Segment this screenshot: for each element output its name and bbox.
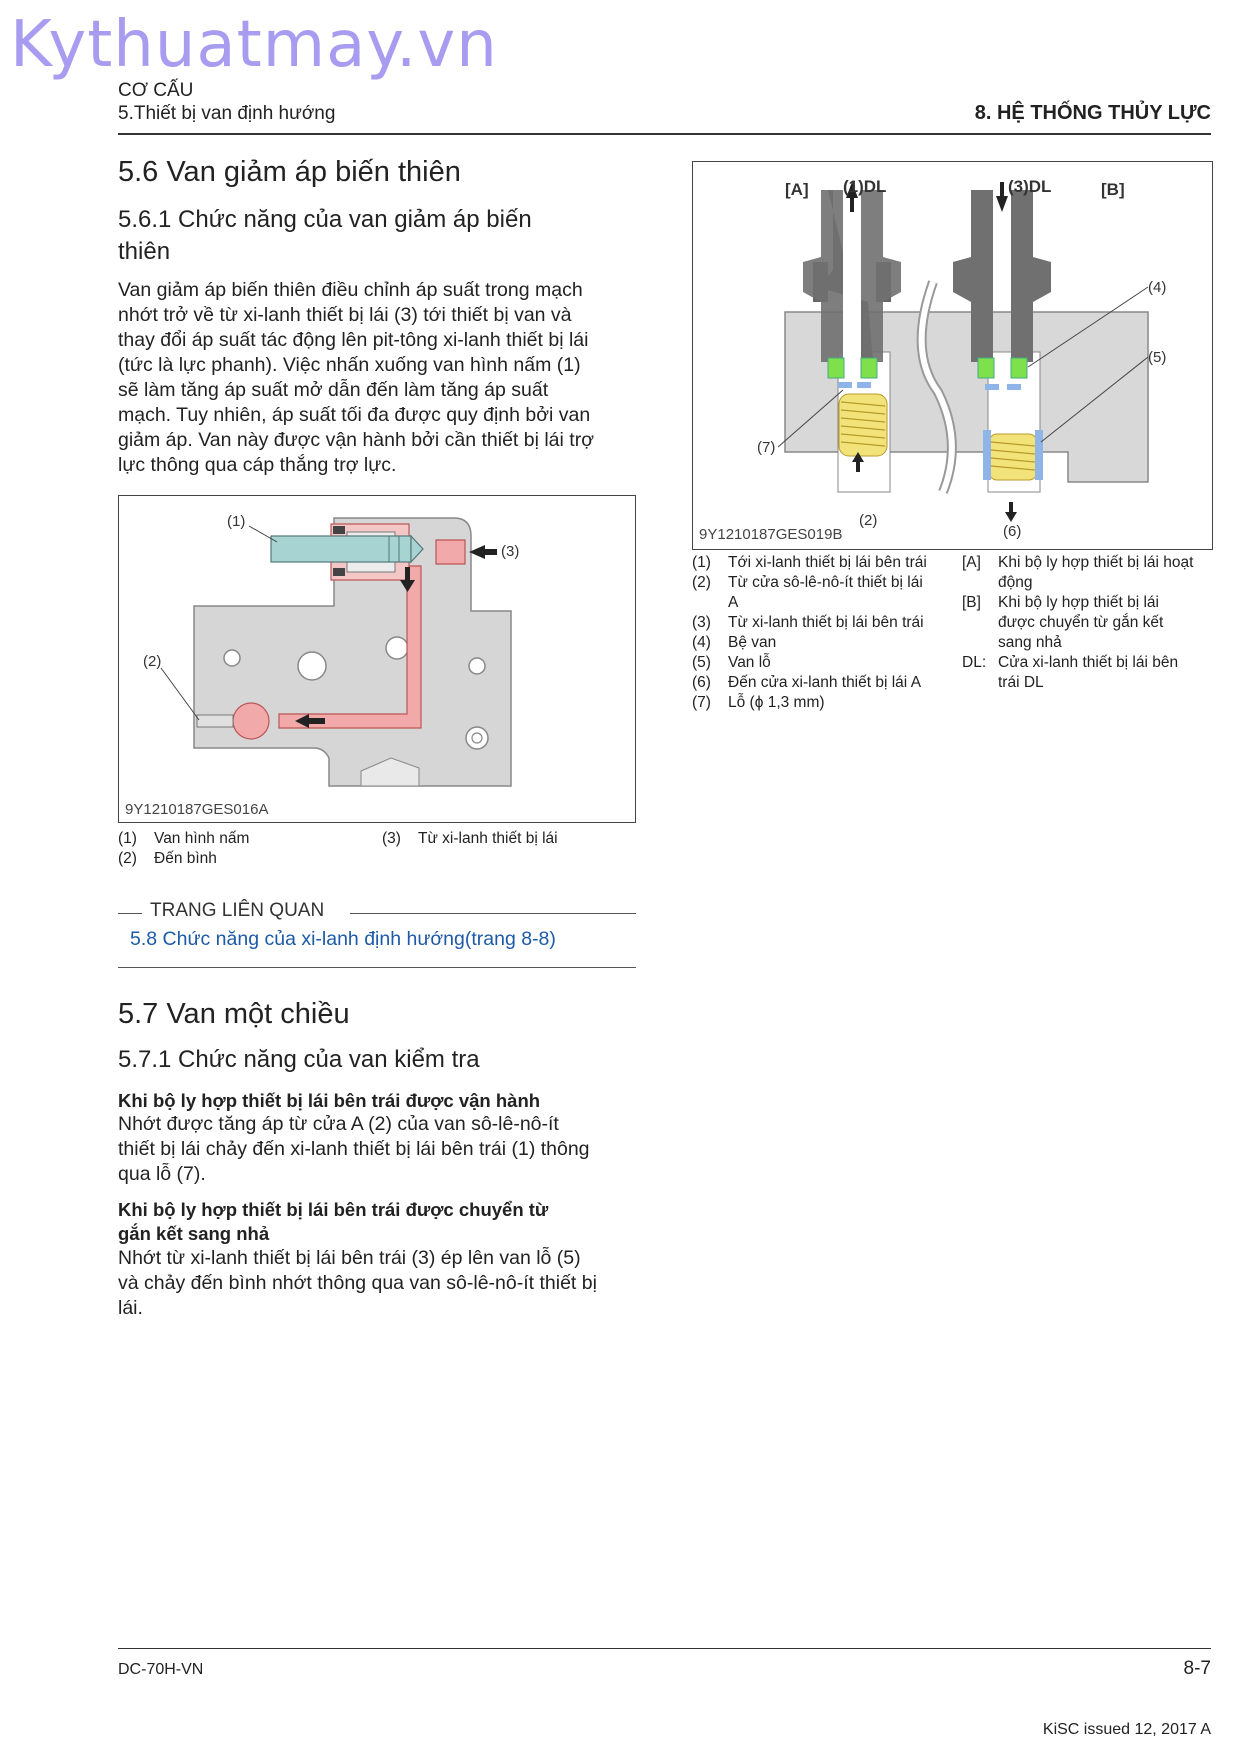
fig2-caption	[692, 613, 952, 633]
caption-num: (3)	[692, 614, 711, 631]
s56-line: (tức là lực phanh). Việc nhấn xuống van hình nấm (1)	[118, 354, 581, 376]
caption-text: Khi bộ ly hợp thiết bị lái hoạt	[998, 554, 1194, 571]
s57-b2-title-line: Khi bộ ly hợp thiết bị lái bên trái được chuyển từ	[118, 1199, 549, 1220]
caption-num: (7)	[692, 694, 711, 711]
poppet-valve-diagram	[119, 496, 635, 822]
fig2-label-4: (4)	[1148, 279, 1167, 296]
s57-block1-title: Khi bộ ly hợp thiết bị lái bên trái được vận hành	[118, 1090, 541, 1111]
fig2-label-1DL: (1)DL	[843, 177, 887, 196]
fig2-label-7: (7)	[757, 439, 776, 456]
figure-check-valve	[692, 161, 1213, 550]
section-title-5-7: 5.7 Van một chiều	[118, 998, 350, 1030]
caption-num: (1)	[118, 830, 137, 847]
caption-text: Tới xi-lanh thiết bị lái bên trái	[728, 554, 927, 571]
fig1-caption-3	[382, 829, 558, 849]
check-valve-diagram	[693, 162, 1212, 549]
fig2-caption-cont	[692, 593, 952, 613]
s56-line: lực thông qua cáp thắng trợ lực.	[118, 454, 397, 476]
caption-num: (2)	[692, 574, 711, 591]
s57-b2-title-line: gắn kết sang nhả	[118, 1223, 270, 1244]
caption-text: Từ cửa sô-lê-nô-ít thiết bị lái	[728, 574, 923, 591]
fig1-caption-1	[118, 829, 249, 849]
footer-doc-id: DC-70H-VN	[118, 1661, 204, 1678]
fig2-caption-cont	[962, 673, 1212, 693]
fig2-captions-right	[962, 553, 1212, 693]
subsection-title-5-7-1: 5.7.1 Chức năng của van kiểm tra	[118, 1046, 480, 1073]
fig1-callout-2: (2)	[143, 653, 162, 670]
fig2-caption	[692, 633, 952, 653]
fig1-code: 9Y1210187GES016A	[125, 801, 269, 818]
header-rule	[118, 133, 1211, 135]
fig2-caption-cont	[962, 613, 1212, 633]
s57-b2-line: lái.	[118, 1297, 143, 1319]
fig2-caption	[692, 573, 952, 593]
s57-b1-line: thiết bị lái chảy đến xi-lanh thiết bị lái bên trái (1) thông	[118, 1138, 590, 1160]
s56-line: Van giảm áp biến thiên điều chỉnh áp suất trong mạch	[118, 279, 583, 301]
caption-num: (3)	[382, 830, 401, 847]
fig1-callout-1: (1)	[227, 513, 246, 530]
s56-line: giảm áp. Van này được vận hành bởi cần thiết bị lái trợ	[118, 429, 594, 451]
subsection-title-5-6-1-line2: thiên	[118, 238, 171, 265]
fig2-caption	[692, 693, 952, 713]
caption-text: sang nhả	[998, 634, 1062, 651]
caption-text: Từ xi-lanh thiết bị lái	[418, 830, 558, 847]
related-rule-bottom	[118, 967, 636, 968]
related-rule-right	[350, 913, 636, 914]
caption-text: A	[728, 594, 739, 611]
related-pages-title: TRANG LIÊN QUAN	[150, 900, 325, 921]
caption-num: DL:	[962, 654, 987, 671]
section-title-5-6: 5.6 Van giảm áp biến thiên	[118, 156, 461, 188]
caption-text: Khi bộ ly hợp thiết bị lái	[998, 594, 1159, 611]
related-page-link[interactable]: 5.8 Chức năng của xi-lanh định hướng(trang 8-8)	[130, 928, 556, 950]
s57-b1-line: qua lỗ (7).	[118, 1163, 206, 1185]
caption-text: Đến cửa xi-lanh thiết bị lái A	[728, 674, 922, 691]
fig2-label-6: (6)	[1003, 523, 1022, 540]
caption-num: [B]	[962, 594, 981, 611]
fig2-caption-cont	[962, 573, 1212, 593]
fig2-caption	[692, 653, 952, 673]
footer-rule	[118, 1648, 1211, 1649]
figure-poppet-valve	[118, 495, 636, 823]
s57-b2-line: và chảy đến bình nhớt thông qua van sô-lê-nô-ít thiết bị	[118, 1272, 597, 1294]
s57-b2-line: Nhớt từ xi-lanh thiết bị lái bên trái (3) ép lên van lỗ (5)	[118, 1247, 581, 1269]
fig2-label-3DL: (3)DL	[1008, 177, 1052, 196]
s57-block2-title	[118, 1198, 636, 1246]
fig2-label-B: [B]	[1101, 180, 1125, 199]
footer-issued: KiSC issued 12, 2017 A	[1042, 1721, 1211, 1738]
caption-text: Lỗ (ϕ 1,3 mm)	[728, 694, 825, 711]
fig2-code: 9Y1210187GES019B	[699, 526, 843, 543]
caption-text: Đến bình	[154, 850, 217, 867]
subsection-title-5-6-1-line1: 5.6.1 Chức năng của van giảm áp biến	[118, 206, 532, 233]
s56-line: sẽ làm tăng áp suất mở dẫn đến làm tăng áp suất	[118, 379, 549, 401]
caption-num: (4)	[692, 634, 711, 651]
caption-text: động	[998, 574, 1033, 591]
caption-text: Bệ van	[728, 634, 777, 651]
caption-num: (5)	[692, 654, 711, 671]
fig2-captions-left	[692, 553, 952, 713]
s56-paragraph	[118, 278, 636, 478]
header-chapter: 8. HỆ THỐNG THỦY LỰC	[974, 102, 1211, 124]
caption-num: [A]	[962, 554, 981, 571]
footer-page-number: 8-7	[1183, 1658, 1211, 1679]
caption-text: Cửa xi-lanh thiết bị lái bên	[998, 654, 1179, 671]
s57-block1-text	[118, 1112, 636, 1187]
fig2-label-5: (5)	[1148, 349, 1167, 366]
header-subsection: 5.Thiết bị van định hướng	[118, 103, 336, 124]
related-rule-left	[118, 913, 142, 914]
fig2-caption	[692, 553, 952, 573]
fig1-caption-2	[118, 849, 217, 869]
caption-num: (6)	[692, 674, 711, 691]
watermark-logo: Kythuatmay.vn	[10, 8, 498, 82]
fig2-caption	[692, 673, 952, 693]
fig1-callout-3: (3)	[501, 543, 520, 560]
header-section: CƠ CẤU	[118, 80, 194, 101]
s57-b1-line: Nhớt được tăng áp từ cửa A (2) của van sô-lê-nô-ít	[118, 1113, 559, 1135]
s57-block2-text	[118, 1246, 636, 1321]
s56-line: nhớt trở về từ xi-lanh thiết bị lái (3) tới thiết bị van và	[118, 304, 572, 326]
caption-text: Từ xi-lanh thiết bị lái bên trái	[728, 614, 924, 631]
caption-num: (1)	[692, 554, 711, 571]
caption-text: Van hình nấm	[154, 830, 250, 847]
fig2-label-A: [A]	[785, 180, 809, 199]
fig2-caption	[962, 653, 1212, 673]
caption-text: được chuyển từ gắn kết	[998, 614, 1164, 631]
fig2-caption-cont	[962, 633, 1212, 653]
fig2-label-2: (2)	[859, 512, 878, 529]
caption-text: Van lỗ	[728, 654, 771, 671]
caption-num: (2)	[118, 850, 137, 867]
fig2-caption	[962, 553, 1212, 573]
caption-text: trái DL	[998, 674, 1044, 691]
fig2-caption	[962, 593, 1212, 613]
s56-line: thay đổi áp suất tác động lên pit-tông xi-lanh thiết bị lái	[118, 329, 589, 351]
s56-line: mạch. Tuy nhiên, áp suất tối đa được quy định bởi van	[118, 404, 591, 426]
